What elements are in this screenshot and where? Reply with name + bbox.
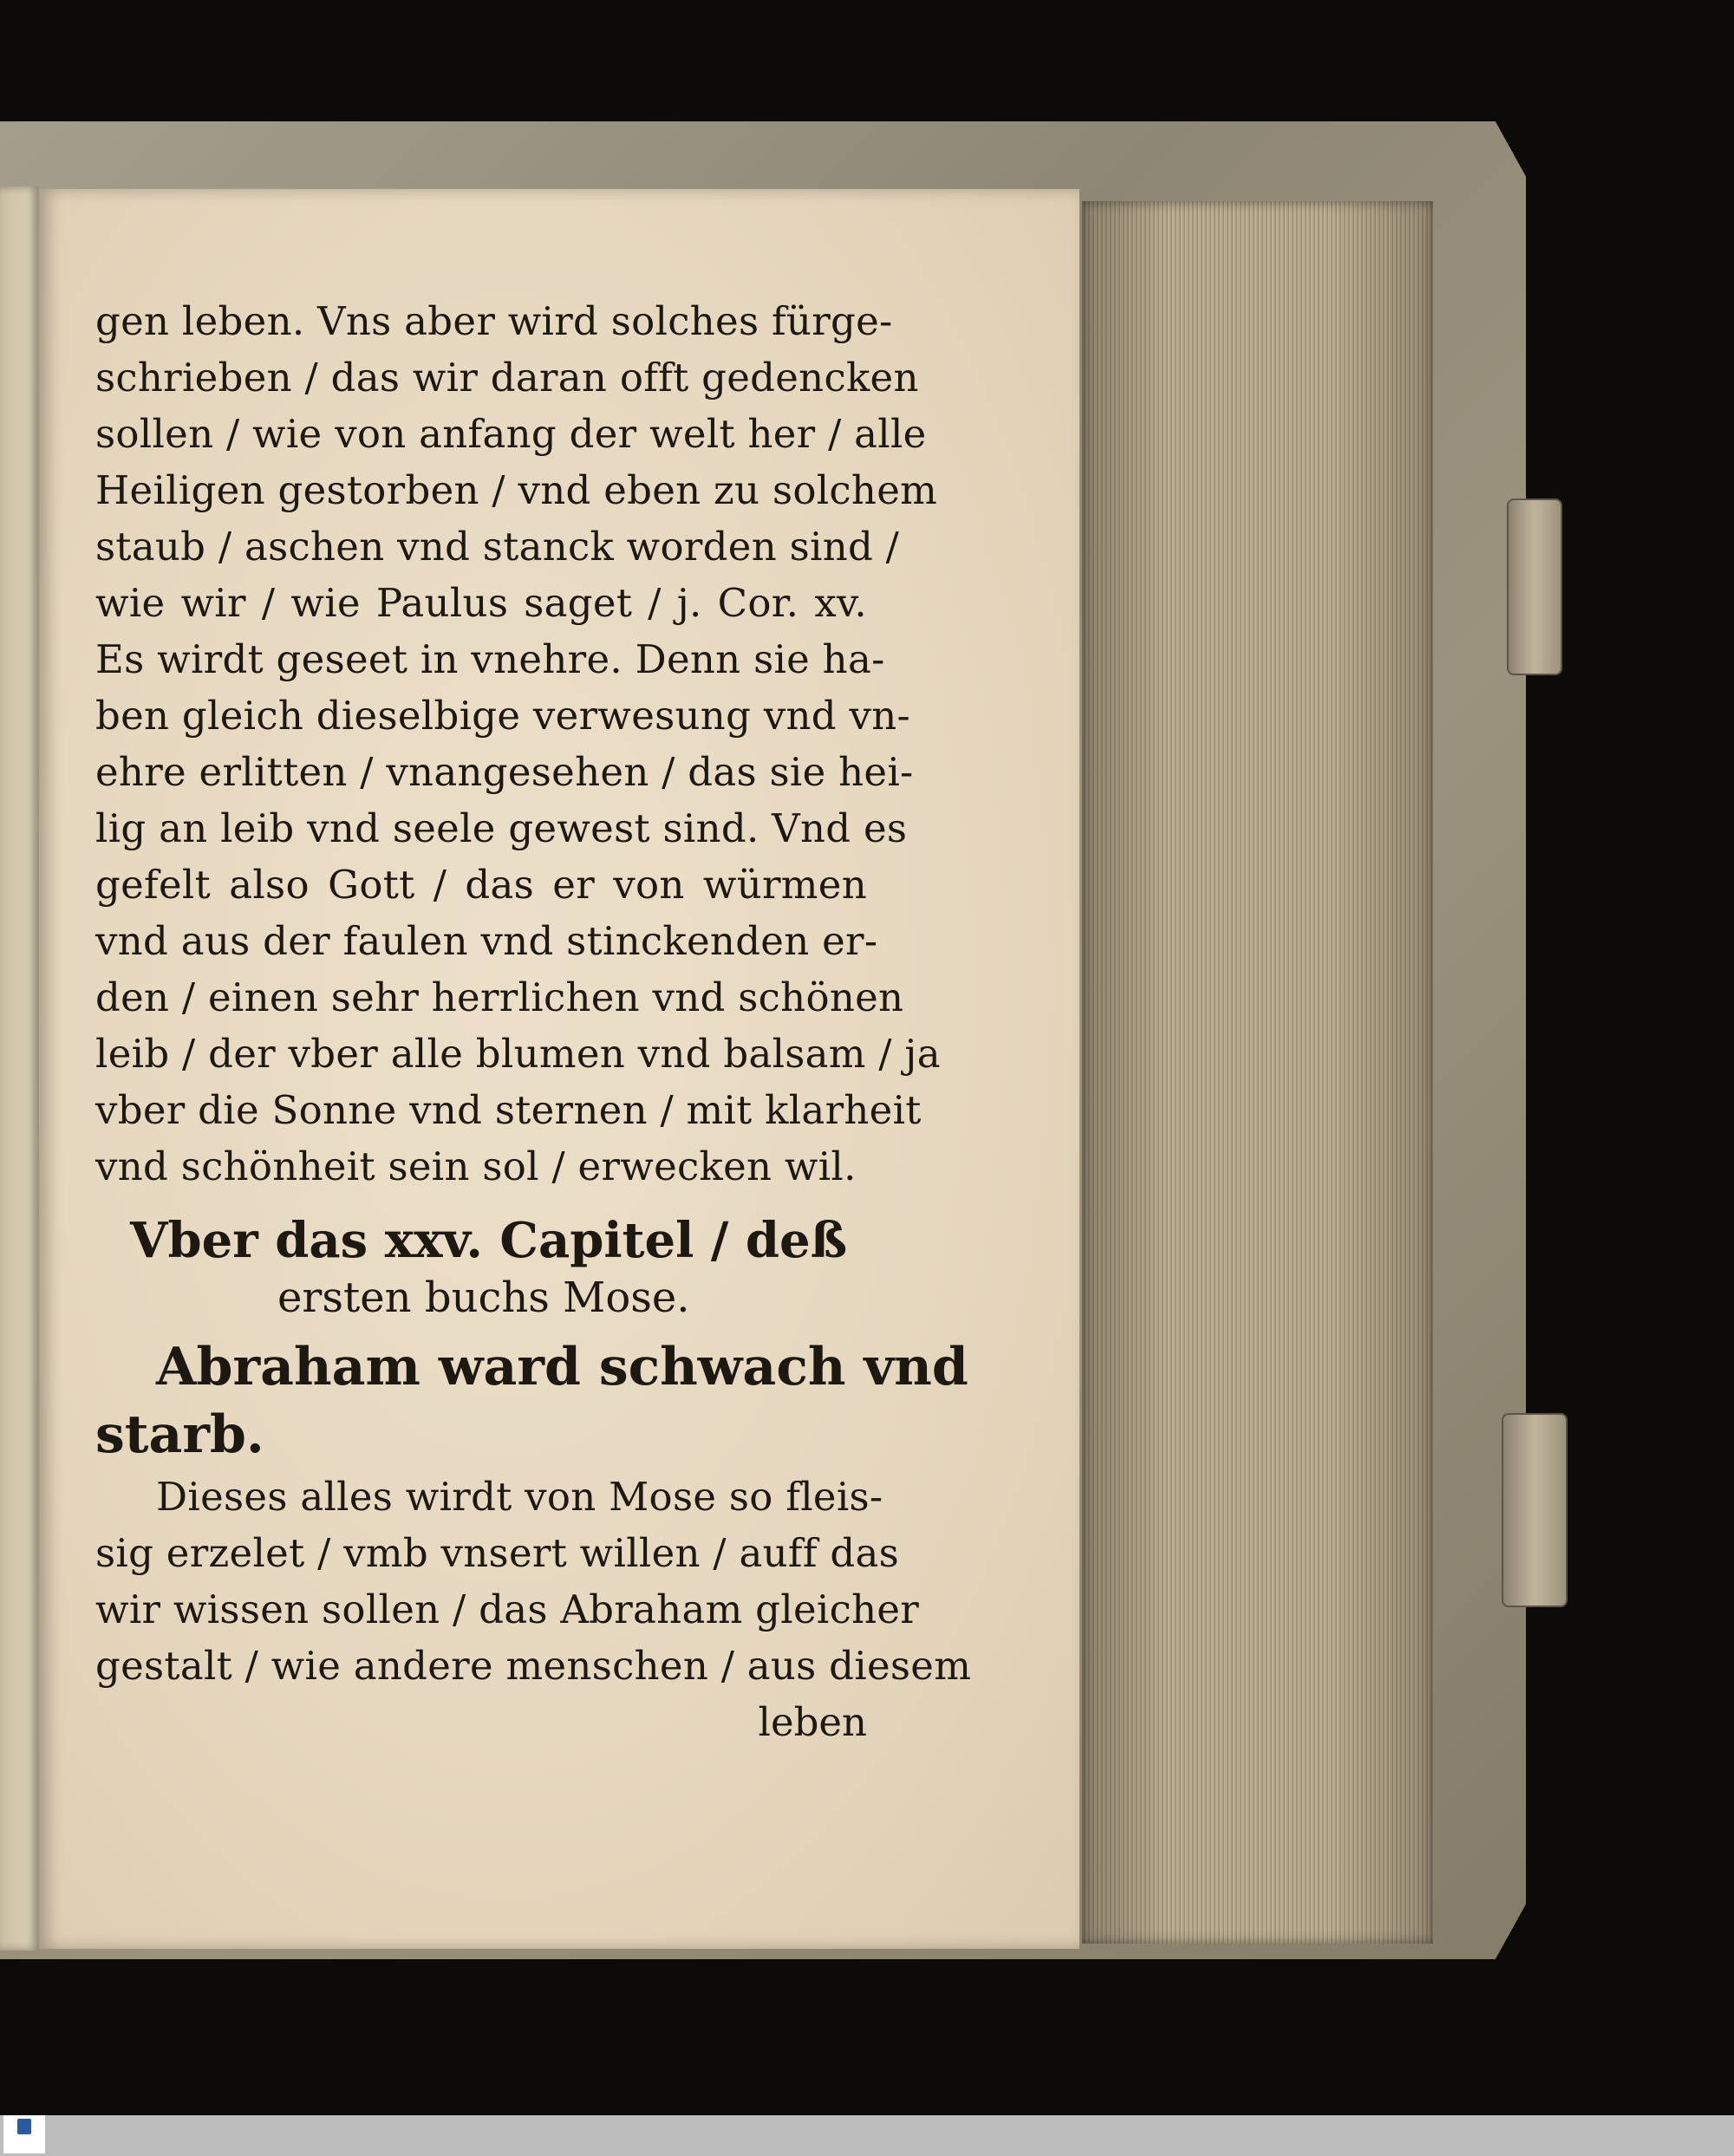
facing-page-edge	[0, 186, 39, 1951]
catchword: leben	[758, 1699, 867, 1745]
text-line: lig an leib vnd seele gewest sind. Vnd es	[95, 805, 908, 851]
footer-bar	[0, 2115, 1734, 2156]
text-line: wie wir / wie Paulus saget / j. Cor. xv.	[95, 580, 867, 626]
chapter-heading: Vber das xxv. Capitel / deß	[130, 1212, 848, 1269]
text-line: ehre erlitten / vnangesehen / das sie hei-	[95, 749, 914, 795]
text-line: den / einen sehr herrlichen vnd schönen	[95, 974, 904, 1020]
text-line: ben gleich dieselbige verwesung vnd vn-	[95, 693, 911, 739]
text-line: Es wirdt geseet in vnehre. Denn sie ha-	[95, 636, 885, 682]
logo-icon	[17, 2119, 31, 2134]
text-line: gestalt / wie andere menschen / aus diesem	[95, 1643, 972, 1689]
text-line: Dieses alles wirdt von Mose so fleis-	[156, 1474, 883, 1520]
section-heading: Abraham ward schwach vnd	[156, 1337, 968, 1397]
section-heading-cont: starb.	[95, 1404, 264, 1465]
text-line: schrieben / das wir daran offt gedencken	[95, 355, 919, 401]
text-line: sig erzelet / vmb vnsert willen / auff das	[95, 1530, 900, 1576]
text-line: Heiligen gestorben / vnd eben zu solchem	[95, 467, 938, 513]
text-line: wir wissen sollen / das Abraham gleicher	[95, 1586, 920, 1632]
text-line: sollen / wie von anfang der welt her / alle	[95, 411, 927, 457]
text-line: staub / aschen vnd stanck worden sind /	[95, 524, 900, 570]
text-line: vnd aus der faulen vnd stinckenden er-	[95, 918, 878, 964]
text-line: vber die Sonne vnd sternen / mit klarheit	[95, 1087, 922, 1133]
text-line: gefelt also Gott / das er von würmen	[95, 862, 867, 908]
page-text	[95, 293, 972, 1750]
clasp-top	[1507, 498, 1562, 675]
text-line: vnd schönheit sein sol / erwecken wil.	[95, 1143, 857, 1189]
body-paragraph	[95, 1469, 972, 1694]
text-line: gen leben. Vns aber wird solches fürge-	[95, 298, 893, 344]
chapter-heading-sub: ersten buchs Mose.	[277, 1273, 690, 1322]
library-logo	[3, 2115, 45, 2153]
clasp-bottom	[1502, 1413, 1568, 1607]
text-line: leib / der vber alle blumen vnd balsam / ja	[95, 1031, 941, 1077]
